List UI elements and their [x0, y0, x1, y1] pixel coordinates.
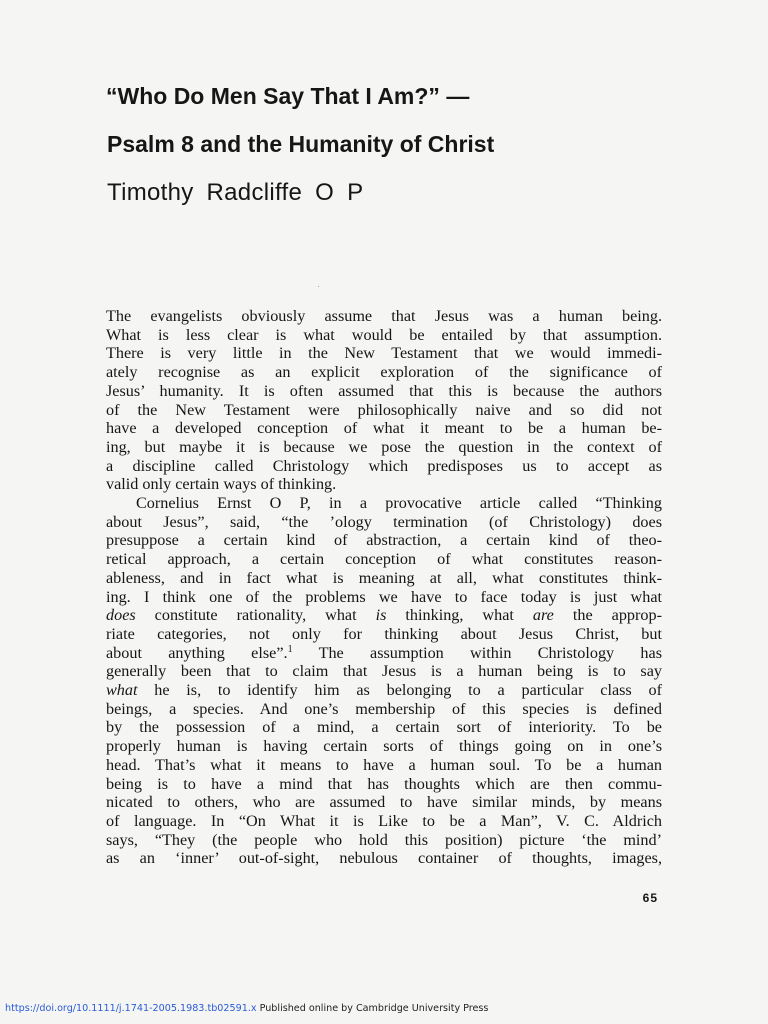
footnote-marker[interactable]: 1 [287, 643, 293, 655]
body-line: ately recognise as an explicit exploration of the significance of [106, 363, 662, 382]
body-line: nicated to others, who are assumed to have similar minds, by means [106, 793, 662, 812]
body-line: properly human is having certain sorts of things going on in one’s [106, 737, 662, 756]
page-number: 65 [642, 891, 658, 905]
paragraph-2 [106, 494, 662, 868]
body-line: ableness, and in fact what is meaning at all, what constitutes think- [106, 568, 662, 587]
body-line: Jesus’ humanity. It is often assumed that this is because the authors [106, 381, 662, 400]
body-line: ing. I think one of the problems we have to face today is just what [106, 587, 662, 606]
article-body [106, 307, 662, 868]
article-title-line-1: “Who Do Men Say That I Am?” — [106, 83, 470, 109]
body-line: head. That’s what it means to have a human soul. To be a human [106, 755, 662, 774]
body-line: beings, a species. And one’s membership of this species is defined [106, 699, 662, 718]
italic-word: are [532, 606, 554, 625]
paragraph-1 [106, 307, 662, 494]
body-line: says, “They (the people who hold this position) picture ‘the mind’ [106, 830, 662, 849]
italic-word: is [375, 606, 387, 625]
body-line: of the New Testament were philosophically naive and so did not [106, 400, 662, 419]
body-line: have a developed conception of what it meant to be a human be- [106, 419, 662, 438]
body-line: about Jesus”, said, “the ’ology termination (of Christology) does [106, 512, 662, 531]
doi-link[interactable]: https://doi.org/10.1111/j.1741-2005.1983.tb02591.x [5, 1003, 257, 1014]
body-line: being is to have a mind that has thoughts which are then commu- [106, 774, 662, 793]
body-line: Cornelius Ernst O P, in a provocative article called “Thinking [136, 494, 662, 513]
italic-word: what [106, 681, 138, 700]
body-line: as an ‘inner’ out-of-sight, nebulous container of thoughts, images, [106, 849, 662, 868]
body-line: generally been that to claim that Jesus is a human being is to say [106, 662, 662, 681]
article-title-line-2: Psalm 8 and the Humanity of Christ [107, 131, 495, 157]
body-line: of language. In “On What it is Like to be a Man”, V. C. Aldrich [106, 811, 662, 830]
body-line: about anything else”.$^1$ The assumption within Christology has [106, 643, 662, 662]
body-line: by the possession of a mind, a certain sort of interiority. To be [106, 718, 662, 737]
article-author: Timothy Radcliffe O P [107, 179, 364, 206]
body-line: valid only certain ways of thinking. [106, 475, 337, 494]
italic-word: does [106, 606, 136, 625]
body-line: What is less clear is what would be entailed by that assumption. [106, 325, 662, 344]
body-line: There is very little in the New Testament that we would immedi- [106, 344, 662, 363]
body-line: retical approach, a certain conception of what constitutes reason- [106, 550, 662, 569]
scan-speck [318, 286, 319, 287]
body-line: what he is, to identify him as belonging to a particular class of [106, 681, 662, 700]
body-line: ing, but maybe it is because we pose the question in the context of [106, 437, 662, 456]
body-line: does constitute rationality, what is thinking, what are the approp- [106, 606, 662, 625]
body-line: riate categories, not only for thinking about Jesus Christ, but [106, 624, 662, 643]
body-line: a discipline called Christology which predisposes us to accept as [106, 456, 662, 475]
publisher-note: Published online by Cambridge University Press [256, 1003, 489, 1014]
page-footer [5, 1003, 488, 1014]
body-line: The evangelists obviously assume that Jesus was a human being. [106, 307, 662, 325]
body-line: presuppose a certain kind of abstraction, a certain kind of theo- [106, 531, 662, 550]
